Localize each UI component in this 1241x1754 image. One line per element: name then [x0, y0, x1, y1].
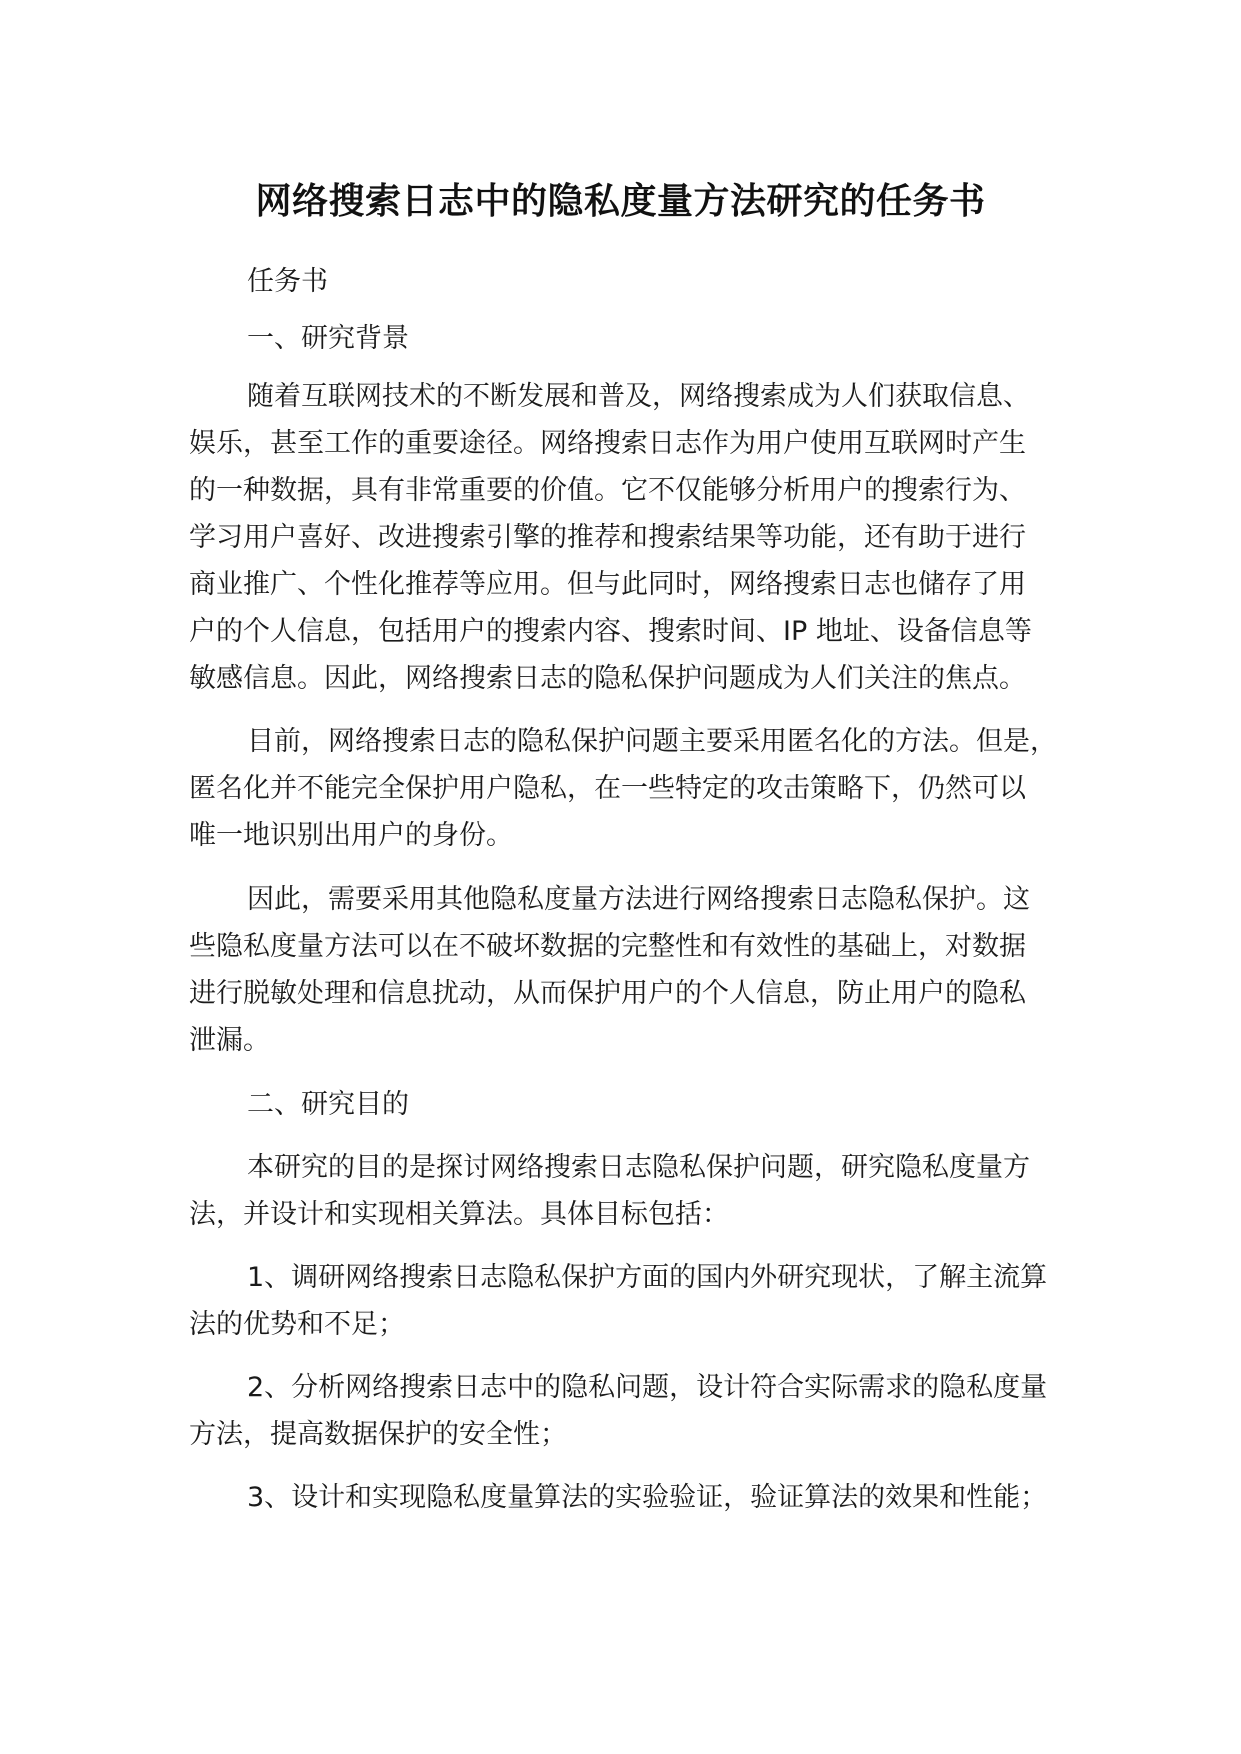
- document-label: 任务书: [247, 266, 328, 297]
- paragraph-line: 匿名化并不能完全保护用户隐私，在一些特定的攻击策略下，仍然可以: [189, 773, 1026, 804]
- paragraph-line: 学习用户喜好、改进搜索引擎的推荐和搜索结果等功能，还有助于进行: [189, 522, 1026, 553]
- paragraph-line: 敏感信息。因此，网络搜索日志的隐私保护问题成为人们关注的焦点。: [189, 663, 1026, 694]
- list-item-line: 2、分析网络搜索日志中的隐私问题，设计符合实际需求的隐私度量: [247, 1372, 1048, 1403]
- list-item-line: 1、调研网络搜索日志隐私保护方面的国内外研究现状，了解主流算: [247, 1262, 1048, 1293]
- list-item-line: 方法，提高数据保护的安全性；: [189, 1419, 567, 1450]
- paragraph-line: 户的个人信息，包括用户的搜索内容、搜索时间、IP 地址、设备信息等: [189, 616, 1032, 647]
- paragraph-line: 目前，网络搜索日志的隐私保护问题主要采用匿名化的方法。但是，: [247, 726, 1057, 757]
- section-heading-purpose: 二、研究目的: [247, 1089, 409, 1120]
- paragraph-line: 唯一地识别出用户的身份。: [189, 820, 513, 851]
- paragraph-line: 的一种数据，具有非常重要的价值。它不仅能够分析用户的搜索行为、: [189, 475, 1026, 506]
- section-heading-background: 一、研究背景: [247, 323, 409, 354]
- paragraph-line: 法，并设计和实现相关算法。具体目标包括：: [189, 1199, 729, 1230]
- list-item-line: 法的优势和不足；: [189, 1309, 405, 1340]
- paragraph-line: 因此，需要采用其他隐私度量方法进行网络搜索日志隐私保护。这: [247, 884, 1030, 915]
- paragraph-line: 商业推广、个性化推荐等应用。但与此同时，网络搜索日志也储存了用: [189, 569, 1026, 600]
- paragraph-line: 本研究的目的是探讨网络搜索日志隐私保护问题，研究隐私度量方: [247, 1152, 1030, 1183]
- list-item-line: 3、设计和实现隐私度量算法的实验验证，验证算法的效果和性能；: [247, 1482, 1048, 1513]
- paragraph-line: 随着互联网技术的不断发展和普及，网络搜索成为人们获取信息、: [247, 381, 1030, 412]
- document-title: 网络搜索日志中的隐私度量方法研究的任务书: [255, 181, 986, 222]
- paragraph-line: 娱乐，甚至工作的重要途径。网络搜索日志作为用户使用互联网时产生: [189, 428, 1026, 459]
- paragraph-line: 泄漏。: [189, 1025, 270, 1056]
- paragraph-line: 些隐私度量方法可以在不破坏数据的完整性和有效性的基础上，对数据: [189, 931, 1026, 962]
- paragraph-line: 进行脱敏处理和信息扰动，从而保护用户的个人信息，防止用户的隐私: [189, 978, 1026, 1009]
